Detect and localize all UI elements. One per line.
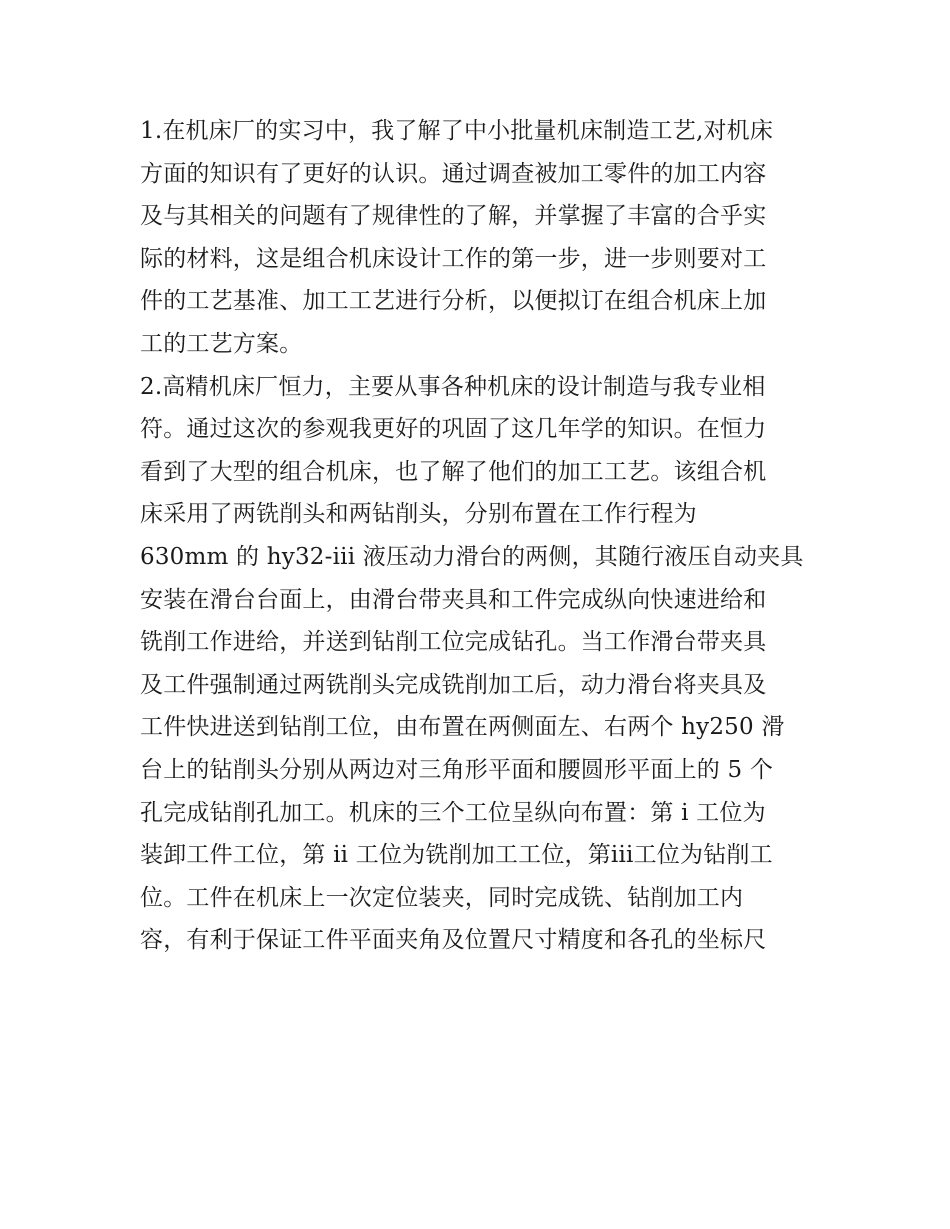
text-line: 装卸工件工位，第 ii 工位为铣削加工工位，第iii工位为钻削工 bbox=[140, 842, 773, 869]
text-line: 孔完成钻削孔加工。机床的三个工位呈纵向布置：第 i 工位为 bbox=[140, 799, 766, 826]
text-line: 1.在机床厂的实习中，我了解了中小批量机床制造工艺,对机床 bbox=[140, 118, 774, 144]
text-line: 际的材料，这是组合机床设计工作的第一步，进一步则要对工 bbox=[140, 245, 767, 272]
text-line: 台上的钻削头分别从两边对三角形平面和腰圆形平面上的 5 个 bbox=[140, 756, 774, 783]
text-line: 容，有利于保证工件平面夹角及位置尺寸精度和各孔的坐标尺 bbox=[140, 927, 767, 954]
text-line: 看到了大型的组合机床，也了解了他们的加工工艺。该组合机 bbox=[140, 458, 767, 485]
text-line: 工件快进送到钻削工位，由布置在两侧面左、右两个 hy250 滑 bbox=[140, 714, 785, 741]
text-line: 安装在滑台台面上，由滑台带夹具和工件完成纵向快速进给和 bbox=[140, 586, 767, 613]
text-line: 方面的知识有了更好的认识。通过调查被加工零件的加工内容 bbox=[140, 160, 767, 187]
text-line: 工的工艺方案。 bbox=[140, 330, 303, 357]
text-line: 件的工艺基准、加工工艺进行分析，以便拟订在组合机床上加 bbox=[140, 288, 767, 315]
body-text bbox=[140, 110, 812, 962]
text-line: 铣削工作进给，并送到钻削工位完成钻孔。当工作滑台带夹具 bbox=[140, 629, 767, 656]
text-line: 床采用了两铣削头和两钻削头，分别布置在工作行程为 bbox=[140, 501, 697, 528]
text-line: 2.高精机床厂恒力，主要从事各种机床的设计制造与我专业相 bbox=[140, 373, 766, 400]
text-line: 630mm 的 hy32-iii 液压动力滑台的两侧，其随行液压自动夹具 bbox=[140, 543, 804, 570]
text-line: 及工件强制通过两铣削头完成铣削加工后，动力滑台将夹具及 bbox=[140, 671, 767, 698]
text-line: 位。工件在机床上一次定位装夹，同时完成铣、钻削加工内 bbox=[140, 884, 744, 911]
text-line: 符。通过这次的参观我更好的巩固了这几年学的知识。在恒力 bbox=[140, 416, 767, 443]
text-line: 及与其相关的问题有了规律性的了解，并掌握了丰富的合乎实 bbox=[140, 203, 767, 230]
